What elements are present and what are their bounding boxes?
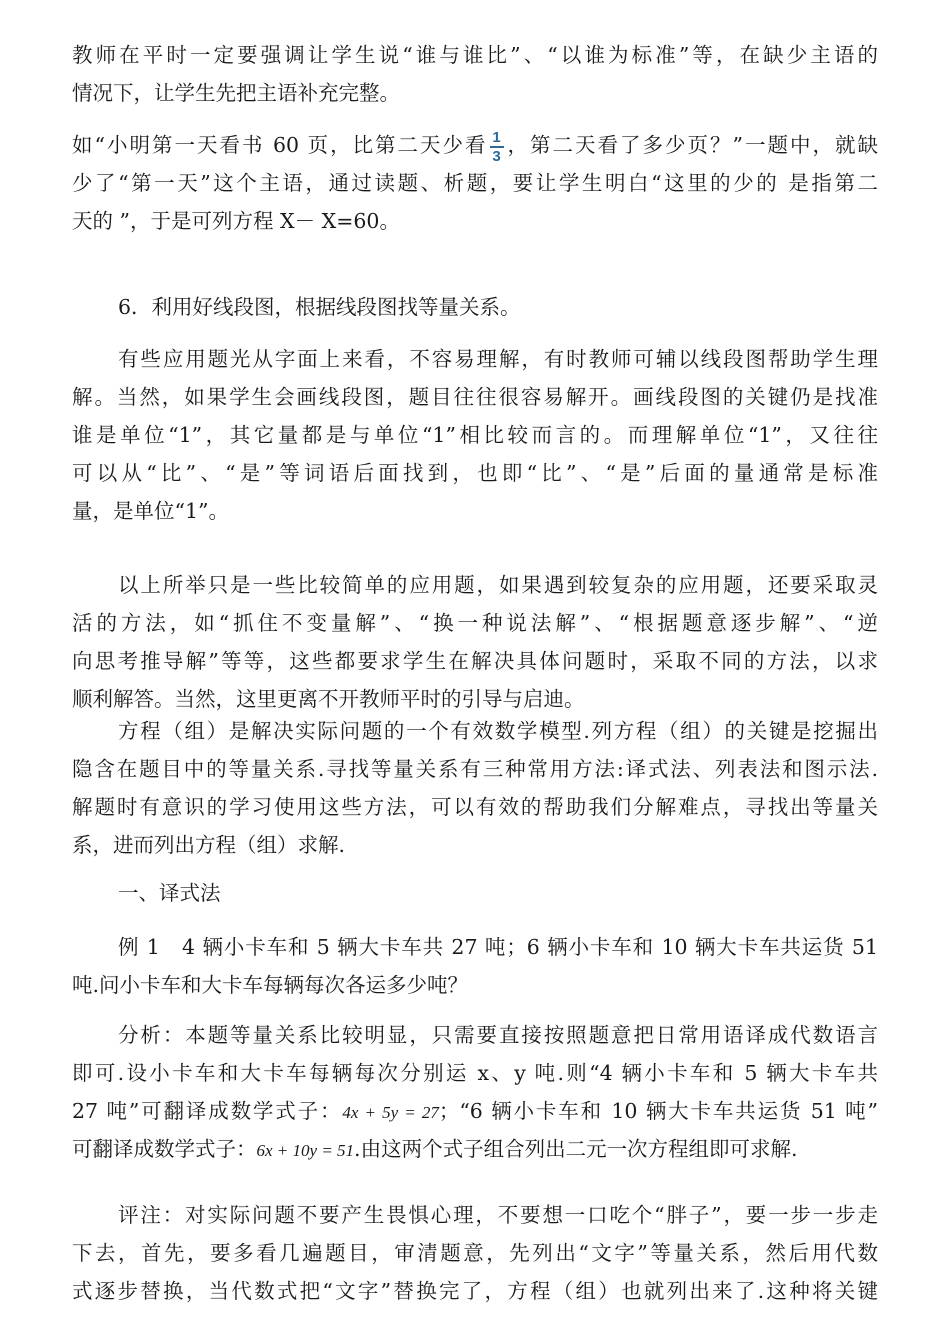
fraction-one-third	[490, 130, 504, 164]
paragraph-6	[72, 712, 878, 864]
text-line: 少了“第一天”这个主语，通过读题、析题，要让学生明白“这里的少的 是指第二	[72, 171, 878, 195]
equation-2: 6x + 10y = 51	[256, 1141, 355, 1160]
text-line: 隐含在题目中的等量关系.寻找等量关系有三种常用方法:译式法、列表法和图示法.	[72, 757, 878, 781]
text-line: 分析：本题等量关系比较明显，只需要直接按照题意把日常用语译成代数语言	[118, 1023, 878, 1047]
text-segment: ，第二天看了多少页？”一题中，就缺	[505, 133, 878, 157]
text-line: 下去，首先，要多看几遍题目，审清题意，先列出“文字”等量关系，然后用代数	[72, 1241, 878, 1265]
section-heading-6	[118, 288, 878, 326]
text-segment: 可翻译成数学式子：	[72, 1137, 257, 1161]
fraction-numerator: 1	[492, 128, 501, 146]
text-line: 以上所举只是一些比较简单的应用题，如果遇到较复杂的应用题，还要采取灵	[118, 573, 878, 597]
text-line: 解题时有意识的学习使用这些方法，可以有效的帮助我们分解难点，寻找出等量关	[72, 795, 878, 819]
text-line: 例 1 4 辆小卡车和 5 辆大卡车共 27 吨；6 辆小卡车和 10 辆大卡车共运货 51	[118, 935, 878, 959]
text-line: 吨.问小卡车和大卡车每辆每次各运多少吨？	[72, 973, 469, 997]
text-line: 天的 ”，于是可列方程 X－ X=60。	[72, 209, 400, 233]
text-segment: ；“6 辆小卡车和 10 辆大卡车共运货 51 吨”	[438, 1099, 878, 1123]
text-segment: 27 吨”可翻译成数学式子：	[72, 1099, 343, 1123]
text-line: 方程（组）是解决实际问题的一个有效数学模型.列方程（组）的关键是挖掘出	[118, 719, 878, 743]
text-line: 可以从“比”、“是”等词语后面找到，也即“比”、“是”后面的量通常是标准	[72, 461, 878, 485]
text-line: 即可.设小卡车和大卡车每辆每次分别运 x、y 吨.则“4 辆小卡车和 5 辆大卡车共	[72, 1061, 878, 1085]
text-line: 教师在平时一定要强调让学生说“谁与谁比”、“以谁为标准”等，在缺少主语的	[72, 43, 878, 67]
text-line: 6．利用好线段图，根据线段图找等量关系。	[118, 295, 521, 319]
text-line: 量，是单位“1”。	[72, 499, 230, 523]
text-line: 系，进而列出方程（组）求解.	[72, 833, 346, 857]
text-line: 一、译式法	[118, 881, 221, 905]
text-line: 评注：对实际问题不要产生畏惧心理，不要想一口吃个“胖子”，要一步一步走	[118, 1203, 878, 1227]
text-line: 谁是单位“1”，其它量都是与单位“1”相比较而言的。而理解单位“1”，又往往	[72, 423, 878, 447]
fraction-denominator: 3	[492, 147, 501, 164]
equation-1: 4x + 5y = 27	[342, 1103, 439, 1122]
example-1	[72, 928, 878, 1004]
text-line: 有些应用题光从字面上来看，不容易理解，有时教师可辅以线段图帮助学生理	[118, 347, 878, 371]
analysis-paragraph	[72, 1016, 878, 1168]
text-line: 活的方法，如“抓住不变量解”、“换一种说法解”、“根据题意逐步解”、“逆	[72, 611, 878, 635]
paragraph-5	[72, 566, 878, 718]
text-line: 式逐步替换，当代数式把“文字”替换完了，方程（组）也就列出来了.这种将关键	[72, 1279, 878, 1303]
text-line: 解。当然，如果学生会画线段图，题目往往很容易解开。画线段图的关键仍是找准	[72, 385, 878, 409]
commentary-paragraph	[72, 1196, 878, 1310]
section-heading-1	[118, 874, 878, 912]
text-line	[72, 1092, 878, 1130]
text-segment: .由这两个式子组合列出二元一次方程组即可求解.	[354, 1137, 798, 1161]
text-line	[72, 1130, 878, 1168]
text-line: 向思考推导解”等等，这些都要求学生在解决具体问题时，采取不同的方法，以求	[72, 649, 878, 673]
text-line: 顺利解答。当然，这里更离不开教师平时的引导与启迪。	[72, 687, 585, 711]
paragraph-4	[72, 340, 878, 530]
text-line	[72, 126, 878, 164]
paragraph-1	[72, 36, 878, 112]
text-line: 情况下，让学生先把主语补充完整。	[72, 81, 400, 105]
paragraph-2	[72, 126, 878, 240]
text-segment: 如“小明第一天看书 60 页，比第二天少看	[72, 133, 488, 157]
